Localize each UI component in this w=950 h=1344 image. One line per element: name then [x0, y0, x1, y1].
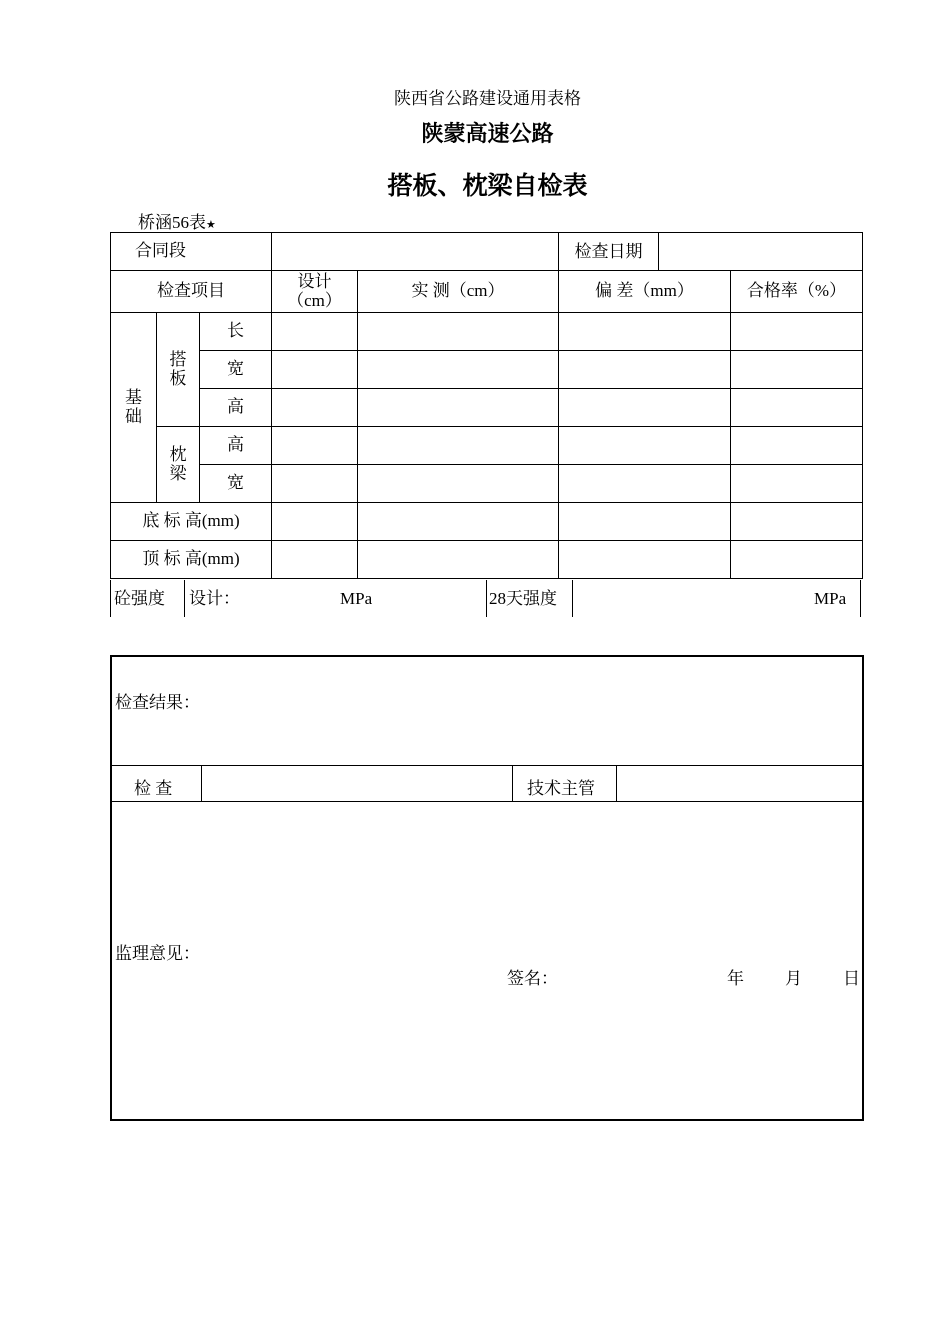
cell-measured[interactable] — [358, 503, 559, 541]
divider — [572, 580, 573, 617]
cell-deviation[interactable] — [559, 389, 731, 427]
cell-measured[interactable] — [358, 389, 559, 427]
cell-design[interactable] — [272, 427, 358, 465]
divider — [112, 801, 862, 802]
form-number-text: 桥涵56表 — [138, 213, 206, 232]
cell-measured[interactable] — [358, 351, 559, 389]
project-name: 陕蒙高速公路 — [421, 122, 554, 147]
group-beam-label: 枕梁 — [169, 444, 187, 484]
col-header-design-line2: （cm） — [287, 290, 342, 310]
divider — [112, 765, 862, 766]
cell-pass-rate[interactable] — [731, 351, 863, 389]
col-header-deviation: 偏 差（mm） — [559, 271, 731, 313]
col-header-design-line1: 设计 — [297, 271, 332, 291]
org-header: 陕西省公路建设通用表格 — [394, 89, 581, 108]
concrete-strength-row — [110, 580, 862, 617]
day28-strength-label: 28天强度 — [489, 589, 557, 608]
cell-design[interactable] — [272, 389, 358, 427]
contract-value[interactable] — [272, 233, 559, 271]
col-header-pass-rate: 合格率（%） — [731, 271, 863, 313]
divider — [184, 580, 185, 617]
group-foundation-label: 基础 — [125, 387, 142, 427]
cell-deviation[interactable] — [559, 541, 731, 579]
day-label: 日 — [843, 969, 860, 988]
cell-measured[interactable] — [358, 465, 559, 503]
cell-design[interactable] — [272, 503, 358, 541]
inspector-label: 检 查 — [134, 779, 173, 798]
cell-design[interactable] — [272, 465, 358, 503]
inspection-table — [110, 232, 863, 579]
cell-design[interactable] — [272, 351, 358, 389]
supervision-opinion-label: 监理意见： — [115, 944, 200, 963]
cell-deviation[interactable] — [559, 351, 731, 389]
result-label: 检查结果： — [115, 693, 200, 712]
divider — [512, 765, 513, 801]
group-slab-label: 搭板 — [169, 349, 187, 389]
design-strength-label: 设计： — [189, 589, 240, 608]
cell-pass-rate[interactable] — [731, 465, 863, 503]
col-header-item: 检查项目 — [111, 271, 272, 313]
divider — [616, 765, 617, 801]
col-header-design — [272, 271, 358, 313]
contract-label: 合同段 — [111, 233, 272, 271]
cell-pass-rate[interactable] — [731, 313, 863, 351]
divider — [860, 580, 861, 617]
row-beam-height: 高 — [200, 427, 272, 465]
row-top-elevation: 顶 标 高(mm) — [111, 541, 272, 579]
cell-deviation[interactable] — [559, 465, 731, 503]
col-header-measured: 实 测（cm） — [358, 271, 559, 313]
cell-deviation[interactable] — [559, 503, 731, 541]
group-beam — [157, 427, 200, 503]
inspection-date-label: 检查日期 — [559, 233, 659, 270]
cell-deviation[interactable] — [559, 313, 731, 351]
result-box — [110, 655, 864, 1121]
row-beam-width: 宽 — [200, 465, 272, 503]
month-label: 月 — [785, 969, 802, 988]
cell-design[interactable] — [272, 313, 358, 351]
cell-measured[interactable] — [358, 313, 559, 351]
divider — [201, 765, 202, 801]
row-slab-length: 长 — [200, 313, 272, 351]
form-title: 搭板、枕梁自检表 — [387, 171, 588, 200]
star-icon: ★ — [206, 219, 216, 231]
signature-label: 签名： — [507, 969, 558, 988]
row-bottom-elevation: 底 标 高(mm) — [111, 503, 272, 541]
group-foundation — [111, 313, 157, 503]
row-slab-height: 高 — [200, 389, 272, 427]
cell-pass-rate[interactable] — [731, 541, 863, 579]
cell-measured[interactable] — [358, 541, 559, 579]
row-slab-width: 宽 — [200, 351, 272, 389]
cell-design[interactable] — [272, 541, 358, 579]
divider — [110, 580, 111, 617]
divider — [486, 580, 487, 617]
design-strength-unit: MPa — [340, 589, 373, 608]
cell-pass-rate[interactable] — [731, 503, 863, 541]
day28-strength-unit: MPa — [814, 589, 847, 608]
concrete-strength-label: 砼强度 — [114, 589, 165, 608]
cell-pass-rate[interactable] — [731, 427, 863, 465]
tech-supervisor-label: 技术主管 — [527, 779, 595, 798]
inspection-date-cell — [559, 233, 862, 270]
cell-pass-rate[interactable] — [731, 389, 863, 427]
year-label: 年 — [727, 969, 744, 988]
inspection-date-value[interactable] — [659, 233, 862, 270]
form-number — [138, 208, 216, 233]
cell-measured[interactable] — [358, 427, 559, 465]
group-slab — [157, 313, 200, 427]
cell-deviation[interactable] — [559, 427, 731, 465]
